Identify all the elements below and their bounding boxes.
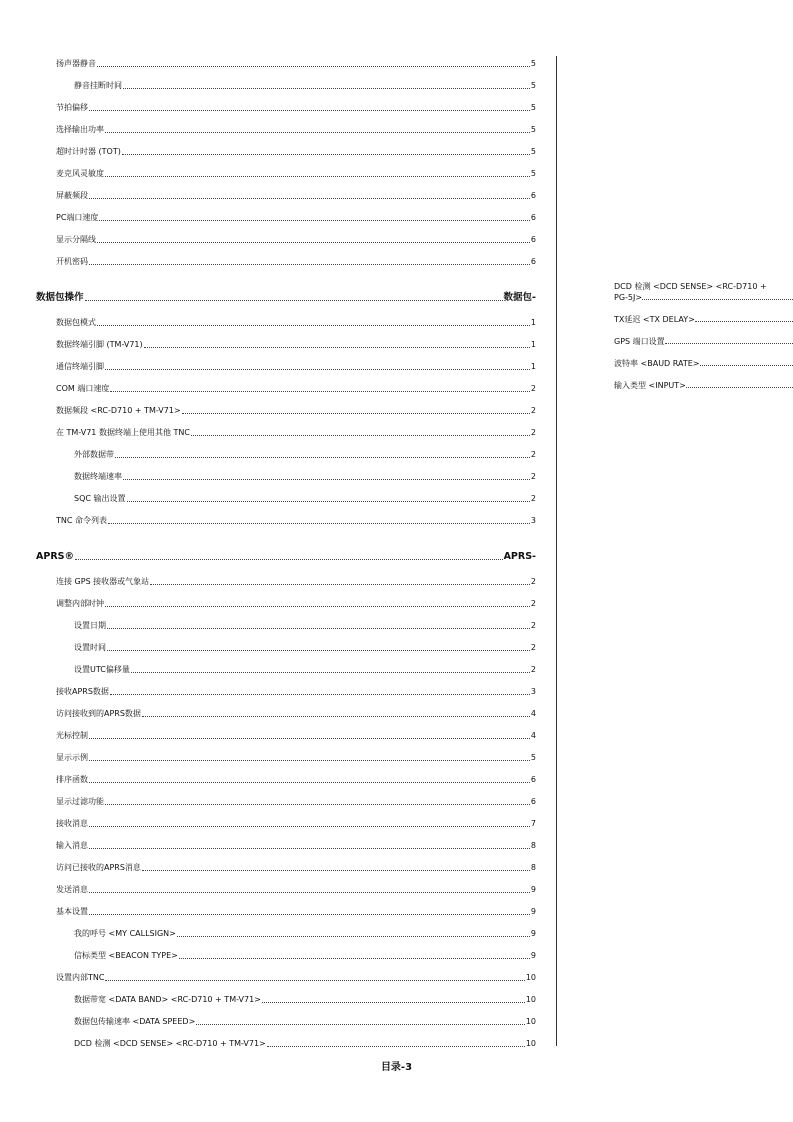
dot-leader [89,826,530,827]
dot-leader [85,300,503,301]
dot-leader [89,848,530,849]
dot-leader [142,870,530,871]
toc-entry-title: 数据终端速率 [74,472,122,481]
toc-entry-page: 2 [530,384,536,393]
toc-entry-page: 2 [530,494,536,503]
dot-leader [700,365,793,366]
toc-entry-page: 5 [530,169,536,178]
dot-leader [695,321,793,322]
toc-entry[interactable] [36,906,536,928]
toc-entry-page: 6 [530,191,536,200]
toc-entry-page: 8 [530,863,536,872]
dot-leader [142,716,530,717]
dot-leader [89,892,530,893]
toc-entry[interactable] [36,471,536,493]
toc-entry-page: 6 [530,775,536,784]
toc-entry-title-line2 [614,380,793,391]
dot-leader [127,501,530,502]
toc-entry[interactable] [36,840,536,862]
toc-entry[interactable] [36,818,536,840]
toc-entry-title: APRS® [36,551,74,562]
toc-entry-title: 显示示例 [56,753,88,762]
toc-entry[interactable] [36,950,536,972]
toc-entry[interactable] [36,686,536,708]
toc-entry-page: 5 [530,59,536,68]
dot-leader [108,523,530,524]
toc-entry[interactable] [614,380,793,391]
toc-entry-title: DCD 检测 <DCD SENSE> <RC-D710 + TM-V71> [74,1039,266,1048]
dot-leader [665,343,793,344]
toc-entry[interactable] [36,317,536,339]
dot-leader [89,782,530,783]
toc-entry-title: TNC 命令列表 [56,516,107,525]
dot-leader [110,694,530,695]
toc-entry[interactable] [36,1038,536,1060]
toc-entry-title: 屏蔽频段 [56,191,88,200]
toc-entry-title: 数据包操作 [36,292,84,303]
dot-leader [97,242,530,243]
toc-entry-page: 6 [530,213,536,222]
toc-entry[interactable] [36,405,536,427]
toc-entry-page: 7 [530,819,536,828]
toc-entry-page: 10 [525,1039,536,1048]
toc-entry[interactable] [614,336,793,347]
toc-entry-title: GPS 端口设置 [614,337,665,346]
toc-entry-title: 基本设置 [56,907,88,916]
toc-entry-page: 2 [530,406,536,415]
dot-leader [262,1002,525,1003]
dot-leader [642,299,793,300]
toc-entry-page: 9 [530,907,536,916]
dot-leader [105,606,530,607]
toc-entry-title: 超时计时器 (TOT) [56,147,121,156]
toc-entry[interactable] [36,972,536,994]
toc-entry[interactable] [36,102,536,124]
dot-leader [99,220,529,221]
toc-entry[interactable] [36,234,536,256]
dot-leader [179,958,530,959]
toc-entry-page: 6 [530,257,536,266]
dot-leader [107,650,530,651]
toc-entry-title: 显示分隔线 [56,235,96,244]
toc-entry-page: 2 [530,665,536,674]
toc-entry[interactable] [36,124,536,146]
toc-entry-page: 5 [530,81,536,90]
toc-entry-page: 1 [530,340,536,349]
dot-leader [107,628,530,629]
dot-leader [75,559,503,560]
toc-entry-page: APRS- [503,551,536,562]
toc-entry[interactable] [36,427,536,449]
toc-entry-page: 6 [530,235,536,244]
toc-entry-title: 访问已接收的APRS消息 [56,863,141,872]
toc-entry[interactable] [614,358,793,369]
toc-entry[interactable] [614,314,793,325]
toc-entry-title: 访问接收到的APRS数据 [56,709,141,718]
dot-leader [267,1046,525,1047]
toc-right-column [614,281,793,402]
toc-section-heading[interactable] [36,551,536,576]
toc-entry-title: 设置UTC偏移量 [74,665,130,674]
dot-leader [196,1024,525,1025]
toc-entry-page: 10 [525,995,536,1004]
toc-entry-title: 麦克风灵敏度 [56,169,104,178]
toc-entry-title: 接收APRS数据 [56,687,109,696]
toc-entry-title: TX延迟 <TX DELAY> [614,315,695,324]
toc-entry-title-line1: DCD 检测 <DCD SENSE> <RC-D710 + [614,282,767,291]
toc-entry-page: 3 [530,516,536,525]
toc-entry[interactable] [36,576,536,598]
toc-entry-page: 8 [530,841,536,850]
toc-entry-page: 4 [530,731,536,740]
toc-entry-title: 数据频段 <RC-D710 + TM-V71> [56,406,181,415]
dot-leader [89,914,530,915]
toc-entry-title: 数据终端引脚 (TM-V71) [56,340,143,349]
toc-entry-title: PC端口速度 [56,213,99,222]
toc-entry[interactable] [614,281,793,303]
dot-leader [115,457,530,458]
toc-entry-title: 波特率 <BAUD RATE> [614,359,700,368]
toc-entry-page: 10 [525,973,536,982]
toc-entry-title: 数据包模式 [56,318,96,327]
toc-entry-title: 开机密码 [56,257,88,266]
dot-leader [686,387,793,388]
toc-entry-title: 扬声器静音 [56,59,96,68]
toc-entry[interactable] [36,361,536,383]
toc-entry-page: 1 [530,318,536,327]
dot-leader [105,369,530,370]
toc-entry-title: 信标类型 <BEACON TYPE> [74,951,178,960]
toc-entry-title: 发送消息 [56,885,88,894]
toc-entry[interactable] [36,664,536,686]
toc-entry-title: 设置内部TNC [56,973,105,982]
toc-entry[interactable] [36,642,536,664]
toc-entry-title: 连接 GPS 接收器或气象站 [56,577,150,586]
toc-entry[interactable] [36,928,536,950]
toc-entry-title: 选择输出功率 [56,125,104,134]
toc-entry-page: 4 [530,709,536,718]
dot-leader [191,435,530,436]
dot-leader [150,584,530,585]
toc-entry[interactable] [36,256,536,278]
toc-entry[interactable] [36,493,536,515]
toc-entry-title: 输入类型 <INPUT> [614,381,686,390]
toc-entry-title: 外部数据带 [74,450,114,459]
column-divider [556,56,557,1046]
toc-entry[interactable] [36,58,536,80]
toc-entry-page: 10 [525,1017,536,1026]
toc-entry-title: 接收消息 [56,819,88,828]
toc-entry[interactable] [36,862,536,884]
toc-entry[interactable] [36,168,536,190]
toc-entry-title: 设置日期 [74,621,106,630]
toc-entry-page: 6 [530,797,536,806]
dot-leader [144,347,530,348]
toc-entry-title: 排序函数 [56,775,88,784]
dot-leader [89,198,530,199]
toc-entry-title: 数据包传输速率 <DATA SPEED> [74,1017,196,1026]
toc-entry[interactable] [36,884,536,906]
toc-entry-title: SQC 输出设置 [74,494,126,503]
dot-leader [182,413,530,414]
toc-entry-page: 9 [530,951,536,960]
dot-leader [123,479,530,480]
toc-entry[interactable] [36,796,536,818]
toc-entry-page: 5 [530,125,536,134]
toc-entry-title: 光标控制 [56,731,88,740]
toc-entry-page: 2 [530,472,536,481]
toc-entry-page: 2 [530,643,536,652]
toc-entry[interactable] [36,730,536,752]
dot-leader [105,132,530,133]
toc-entry[interactable] [36,994,536,1016]
dot-leader [122,154,530,155]
toc-entry-title: 通信终端引脚 [56,362,104,371]
toc-entry-page: 2 [530,599,536,608]
dot-leader [97,66,530,67]
toc-entry[interactable] [36,212,536,234]
toc-entry-title-line2 [614,336,793,347]
toc-entry[interactable] [36,620,536,642]
toc-entry-title: 显示过滤功能 [56,797,104,806]
toc-entry[interactable] [36,146,536,168]
toc-section-heading[interactable] [36,292,536,317]
dot-leader [131,672,530,673]
dot-leader [89,110,530,111]
toc-entry-page: 2 [530,450,536,459]
dot-leader [97,325,530,326]
toc-entry[interactable] [36,598,536,620]
dot-leader [105,804,530,805]
toc-entry-page: 2 [530,621,536,630]
page-footer: 目录-3 [380,1062,413,1073]
toc-entry-title: 输入消息 [56,841,88,850]
dot-leader [110,391,530,392]
toc-entry-title-line2 [614,314,793,325]
toc-entry-title: 在 TM-V71 数据终端上使用其他 TNC [56,428,190,437]
toc-entry[interactable] [36,339,536,361]
toc-entry-title: 调整内部时钟 [56,599,104,608]
dot-leader [177,936,530,937]
toc-entry-title-line2 [614,292,793,303]
dot-leader [89,760,530,761]
toc-entry-title: 我的呼号 <MY CALLSIGN> [74,929,176,938]
toc-entry-page: 5 [530,103,536,112]
toc-entry[interactable] [36,449,536,471]
toc-entry-title: 数据带宽 <DATA BAND> <RC-D710 + TM-V71> [74,995,261,1004]
toc-entry-page: 1 [530,362,536,371]
toc-entry-page: 5 [530,753,536,762]
toc-entry-title: PG-5J> [614,293,643,302]
toc-entry[interactable] [36,190,536,212]
dot-leader [89,264,530,265]
toc-entry[interactable] [36,515,536,537]
toc-entry[interactable] [36,774,536,796]
dot-leader [89,738,530,739]
toc-entry-title: 静音挂断时间 [74,81,122,90]
dot-leader [105,176,530,177]
toc-entry-page: 5 [530,147,536,156]
toc-entry-page: 3 [530,687,536,696]
dot-leader [123,88,530,89]
toc-entry-page: 9 [530,929,536,938]
toc-entry[interactable] [36,708,536,730]
toc-entry-title: 节拍偏移 [56,103,88,112]
toc-entry-page: 2 [530,577,536,586]
toc-entry-page: 数据包- [503,292,536,303]
dot-leader [105,980,524,981]
toc-entry-title: COM 端口速度 [56,384,110,393]
toc-entry-title-line2 [614,358,793,369]
toc-entry-page: 9 [530,885,536,894]
toc-left-column [36,58,536,1060]
toc-entry-page: 2 [530,428,536,437]
toc-entry-title: 设置时间 [74,643,106,652]
toc-entry[interactable] [36,752,536,774]
toc-entry[interactable] [36,383,536,405]
toc-entry[interactable] [36,80,536,102]
toc-entry[interactable] [36,1016,536,1038]
